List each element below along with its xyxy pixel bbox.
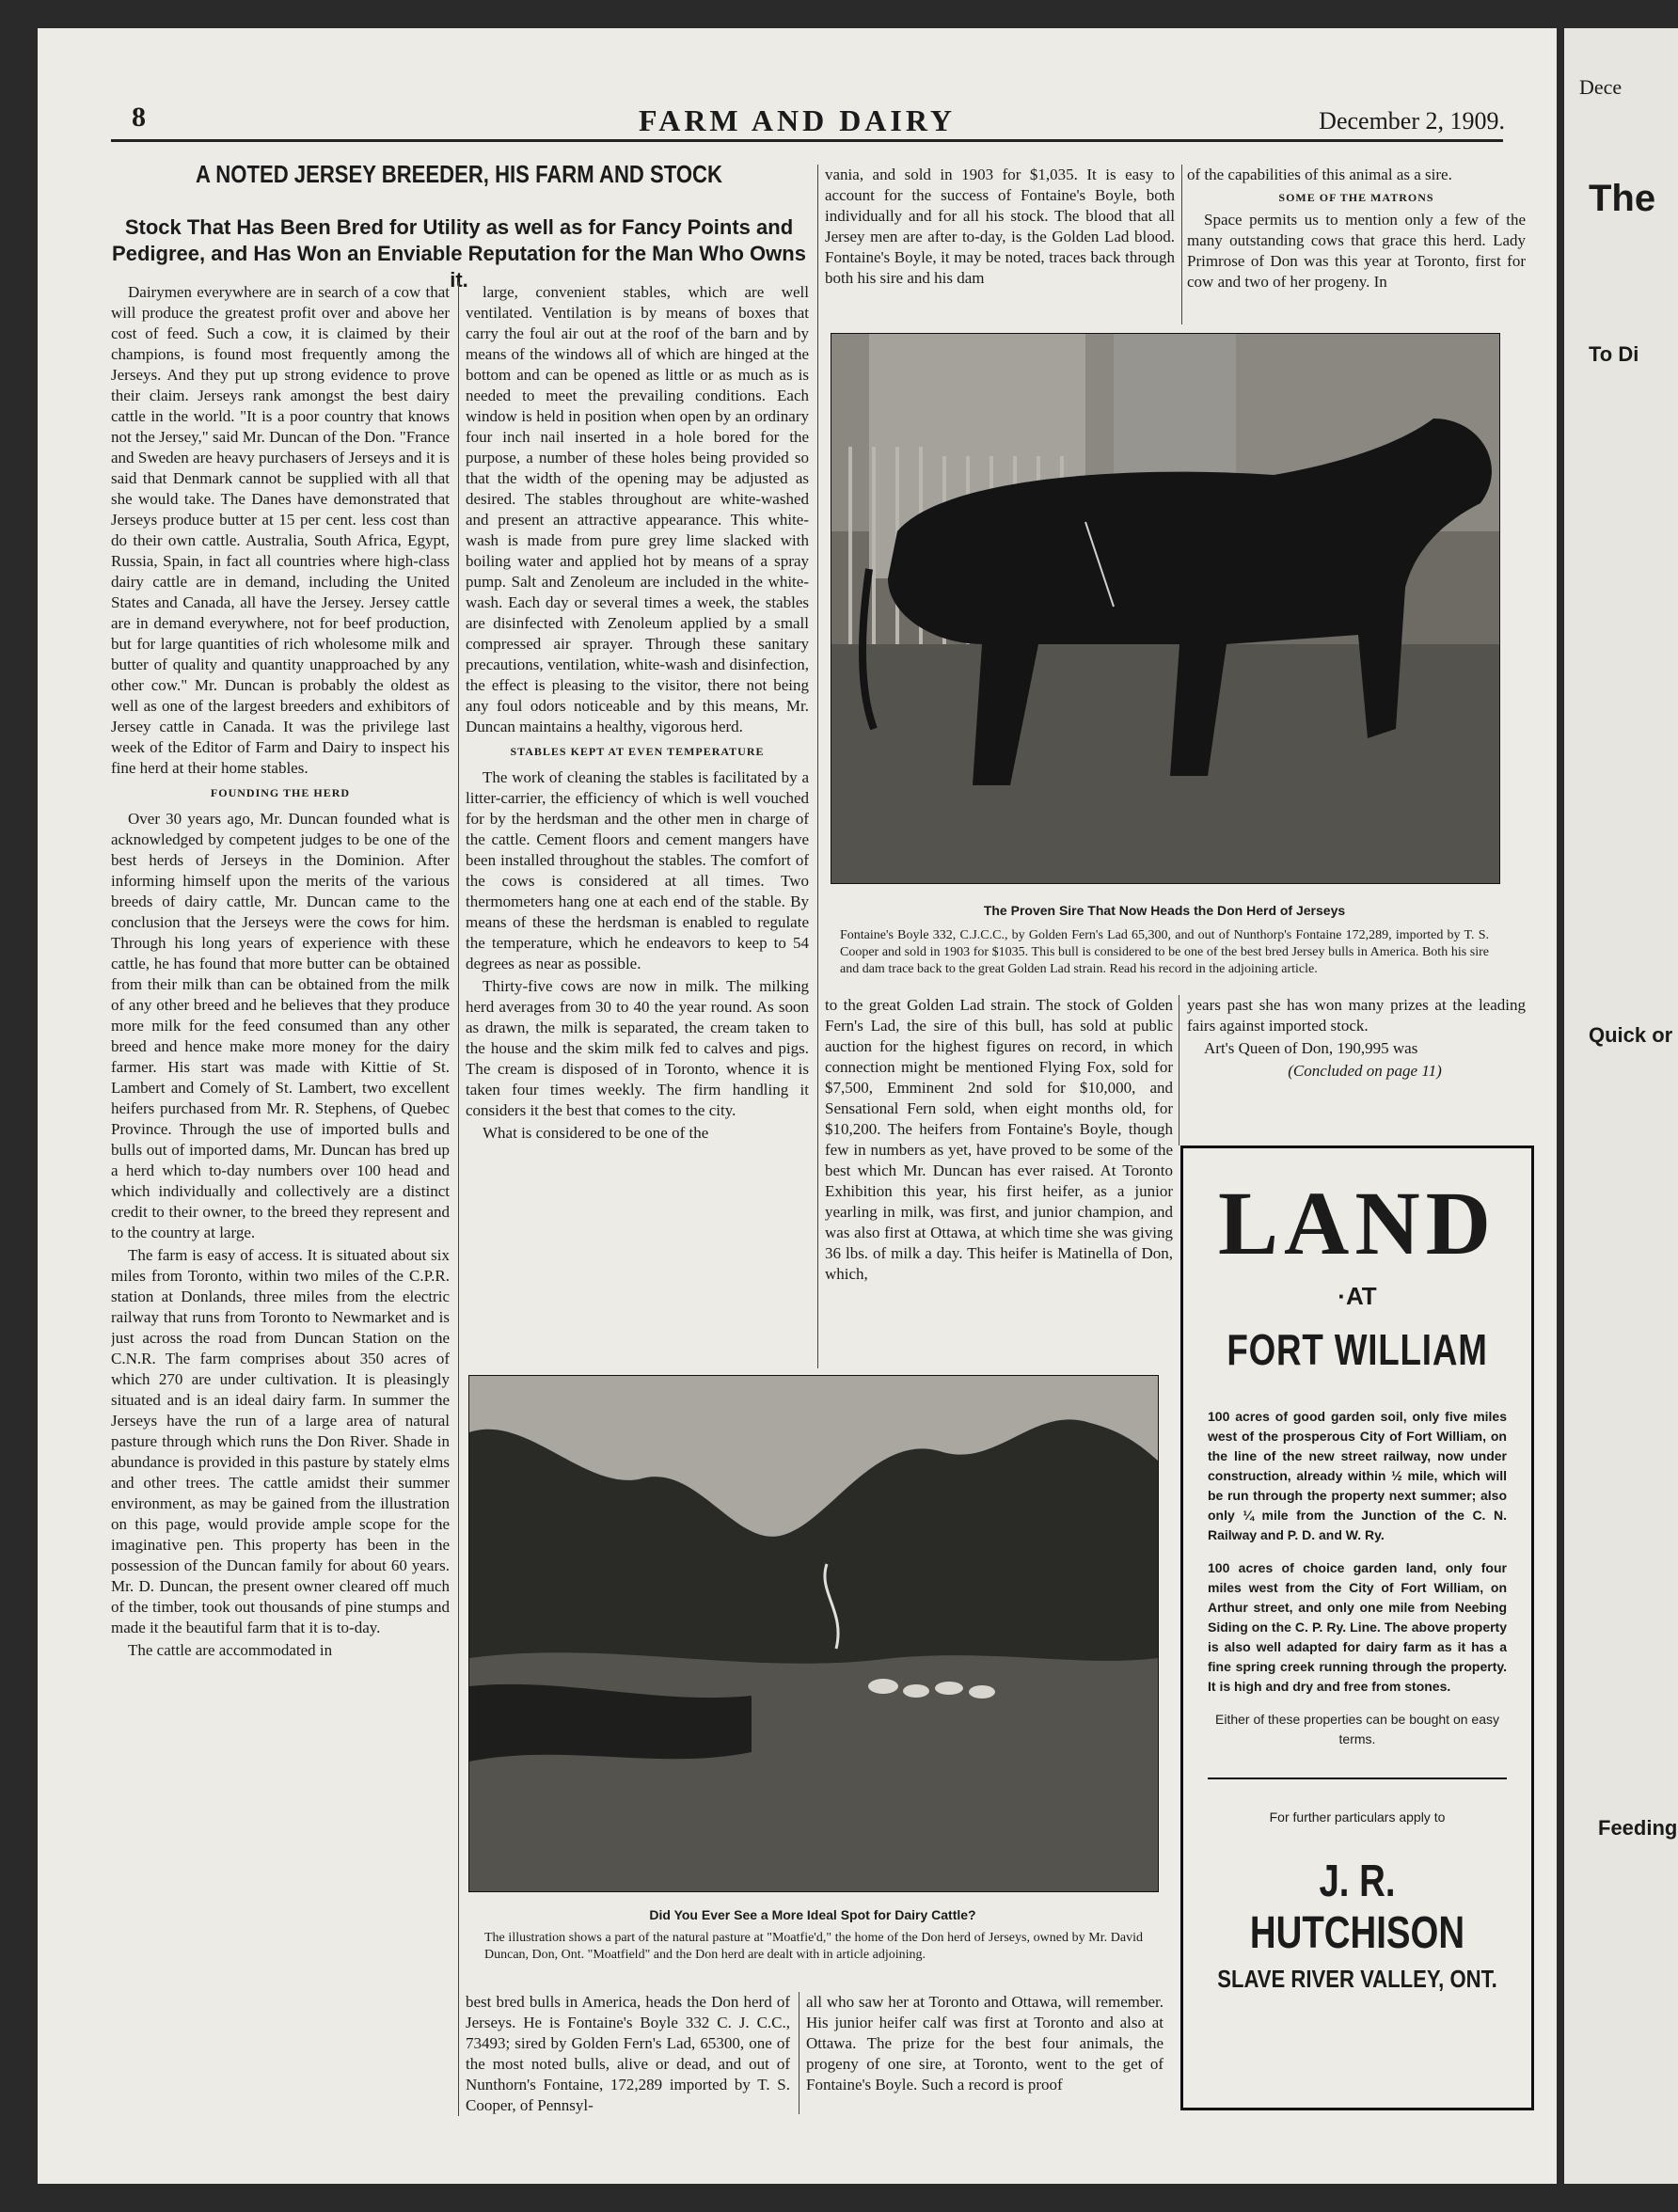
article-paragraph: of the capabilities of this animal as a sire. xyxy=(1187,166,1452,183)
article-paragraph: The farm is easy of access. It is situated about six miles from Toronto, within two miles of the C.P.R. station at Donlands, three miles from the electric railway that runs from Toronto to Newmarket and is just across the road from Duncan Station on the C.N.R. The farm comprises about 350 acres of which 270 are under cultivation. It is pleasingly situated and is an ideal dairy farm. In summer the Jerseys have the run of a large area of natural pasture through which runs the Don River. Shade in abundance is provided in this pasture by stately elms and other trees. The cattle amidst their summer environment, as may be gained from the illustration on this page, would provide ample scope for the imaginative pen. This property has been in the possession of the Duncan family for about 60 years. Mr. D. Duncan, the present owner cleared off much of the timber, took out thousands of pine stumps and made it the beautiful farm that it is to-day. xyxy=(111,1246,450,1636)
article-column-4-mid xyxy=(1187,995,1526,1136)
ad-paragraph: 100 acres of good garden soil, only five miles west of the prosperous City of Fort William, on the line of the new street railway, now under construction, already within ½ mile, which will be run through the property next summer; also only ¼ mile from the Junction of the C. N. Railway and P. D. and W. Ry. xyxy=(1208,1409,1507,1542)
ad-place: FORT WILLIAM xyxy=(1227,1325,1488,1374)
ad-paragraph: 100 acres of choice garden land, only four miles west from the City of Fort William, on Arthur street, and only one mile from Neebing Siding on the C. P. Ry. Line. The above property is also well adapted for dairy farm as it has a fine spring creek running through the property. It is high and dry and free from stones. xyxy=(1208,1560,1507,1694)
article-paragraph: What is considered to be one of the xyxy=(483,1124,709,1142)
next-page-heading: To Di xyxy=(1589,342,1639,366)
next-page-heading: Quick or xyxy=(1589,1023,1673,1047)
section-heading: FOUNDING THE HERD xyxy=(210,786,351,799)
article-paragraph: vania, and sold in 1903 for $1,035. It is easy to account for the success of Fontaine's Boyle, both individually and for all his stock. The blood that all Jersey men are after to-day, is the Golden Lad blood. Fontaine's Boyle, it may be noted, traces back through both his sire and his dam xyxy=(825,166,1175,287)
ad-apply: For further particulars apply to xyxy=(1269,1809,1446,1825)
article-subhead: Stock That Has Been Bred for Utility as well as for Fancy Points and Pedigree, and Has Won an Enviable Reputation for the Man Who Owns it. xyxy=(112,215,806,292)
section-heading: STABLES KEPT AT EVEN TEMPERATURE xyxy=(510,745,765,758)
ad-at: ·AT xyxy=(1338,1282,1377,1310)
pasture-illustration xyxy=(469,1376,1158,1891)
article-paragraph: The work of cleaning the stables is facilitated by a litter-carrier, the efficiency of which is well vouched for by the herdsman and the other men in charge of the cattle. Cement floors and cement mangers have been installed throughout the stables. The comfort of the cows is considered at all times. Two thermometers hang one at each end of the stable. By means of these the herdsman is enabled to regulate the temperature, which he endeavors to keep to 54 degrees as near as possible. xyxy=(466,768,809,972)
article-paragraph: all who saw her at Toronto and Ottawa, will remember. His junior heifer calf was first at Toronto and also at Ottawa. The prize for the best four animals, the progeny of one sire, at Toronto, went to the get of Fontaine's Boyle. Such a record is proof xyxy=(806,1993,1164,2094)
bull-photo-caption: Fontaine's Boyle 332, C.J.C.C., by Golden Fern's Lad 65,300, and out of Nunthorp's Fontaine 172,289, imported by T. S. Cooper and sold in 1903 for $1035. This bull is considered to be one of the best bred Jersey bulls in America. Both his sire and dam trace back to the great Golden Lad strain. Read his record in the adjoining article. xyxy=(840,928,1489,976)
article-column-2 xyxy=(466,282,809,1368)
bull-photo-title: The Proven Sire That Now Heads the Don Herd of Jerseys xyxy=(983,903,1346,918)
section-heading: SOME OF THE MATRONS xyxy=(1278,191,1434,204)
ad-terms: Either of these properties can be bought on easy terms. xyxy=(1215,1712,1499,1746)
article-column-4-top xyxy=(1187,165,1526,324)
article-column-3-top xyxy=(825,165,1175,324)
column-divider xyxy=(1181,165,1182,324)
page-number: 8 xyxy=(132,102,146,133)
issue-date: December 2, 1909. xyxy=(1319,107,1505,134)
next-page-heading: Feeding xyxy=(1598,1816,1678,1840)
article-paragraph: Thirty-five cows are now in milk. The milking herd averages from 30 to 40 the year round. As soon as drawn, the milk is separated, the cream taken to the house and the skim milk fed to calves and pigs. The cream is disposed of in Toronto, whence it is taken four times weekly. The firm handling it considers it the best that comes to the city. xyxy=(466,977,809,1119)
pasture-photo-caption: The illustration shows a part of the natural pasture at "Moatfie'd," the home of the Don herd of Jerseys, owned by Mr. David Duncan, Don, Ont. "Moatfield" and the Don herd are dealt with in article adjoining. xyxy=(484,1931,1143,1962)
next-page-header: Dece xyxy=(1579,75,1623,99)
bull-photo xyxy=(831,333,1500,884)
article-paragraph: Space permits us to mention only a few of the many outstanding cows that grace this herd. Lady Primrose of Don was this year at Toronto, first for cow and two of her progeny. In xyxy=(1187,211,1526,291)
continuation-note: (Concluded on page 11) xyxy=(1288,1062,1442,1080)
article-column-1 xyxy=(111,282,450,2116)
article-column-3-bottom xyxy=(806,1992,1164,2114)
ad-advertiser-name: J. R. HUTCHISON xyxy=(1249,1856,1465,1958)
masthead: FARM AND DAIRY xyxy=(639,103,956,137)
column-divider xyxy=(817,165,818,1368)
article-column-3-mid xyxy=(825,995,1173,1362)
ad-divider xyxy=(1208,1778,1507,1779)
article-paragraph: The cattle are accommodated in xyxy=(128,1641,333,1659)
article-column-2-bottom xyxy=(466,1992,790,2114)
article-paragraph: Dairymen everywhere are in search of a cow that will produce the greatest profit over and above her cost of feed. Such a cow, it is claimed by their champions, is found most frequently among the Jerseys. And they put up strong evidence to prove their claim. Jerseys rank amongst the best dairy cattle in the world. "It is a poor country that knows not the Jersey," said Mr. Duncan of the Don. "France and Sweden are heavy purchasers of Jerseys and it is said that Denmark cannot be supplied with all that she would take. The Danes have demonstrated that Jerseys produce butter at 15 per cent. less cost than do their own cattle. Australia, South Africa, Egypt, Russia, Spain, in fact all countries where high-class dairy cattle are in demand, including the United States and Canada, all have the Jersey. Jersey cattle are in demand everywhere, not for beef production, but for large quantities of rich wholesome milk and butter of quality and quantity unapproached by any other cow." Mr. Duncan is probably the oldest as well as one of the largest breeders and exhibitors of Jersey cattle in Canada. It was the privilege last week of the Editor of Farm and Dairy to inspect his fine herd at their home stables. xyxy=(111,283,450,777)
pasture-photo xyxy=(468,1375,1159,1892)
column-divider xyxy=(458,282,459,2116)
article-paragraph: years past she has won many prizes at the leading fairs against imported stock. xyxy=(1187,996,1526,1035)
ad-title: LAND xyxy=(1217,1173,1496,1273)
article-paragraph: Art's Queen of Don, 190,995 was xyxy=(1204,1039,1418,1057)
header-rule xyxy=(111,139,1503,142)
article-paragraph: to the great Golden Lad strain. The stock of Golden Fern's Lad, the sire of this bull, has sold at public auction for the highest figures on record, in which connection might be mentioned Flying Fox, sold for $7,500, Emminent 2nd sold for $10,000, and Sensational Fern sold, when eight months old, for $10,200. The heifers from Fontaine's Boyle, though few in numbers as yet, have proved to be some of the best which Mr. Duncan has ever raised. At Toronto Exhibition this year, his first heifer, as a junior yearling in milk, was first, and junior champion, and was also first at Ottawa, at which time she was giving 36 lbs. of milk a day. This heifer is Matinella of Don, which, xyxy=(825,996,1173,1283)
article-paragraph: Over 30 years ago, Mr. Duncan founded what is acknowledged by competent judges to be one of the best herds of Jerseys in the Dominion. After informing himself upon the merits of the various breeds of dairy cattle, Mr. Duncan came to the conclusion that the Jerseys were the cows for him. Through his long years of experience with these cattle, he has found that more butter can be obtained from their milk than can be obtained from the milk of any other breed and he believes that they produce more milk for the feed consumed than any other breed and hence make more money for the dairy farmer. His start was made with Kittie of St. Lambert and Comely of St. Lambert, two excellent heifers purchased from Mr. R. Stephens, of Quebec Province. Through the use of imported bulls and bulls out of imported dams, Mr. Duncan has bred up a herd which to-day numbers over 100 head and which individually and collectively are a distinct credit to their owner, to the breed they represent and to the country at large. xyxy=(111,810,450,1241)
page-header xyxy=(38,102,1557,139)
ad-advertiser-address: SLAVE RIVER VALLEY, ONT. xyxy=(1217,1965,1497,1993)
adjacent-page-fragment xyxy=(1564,28,1678,2184)
land-advertisement xyxy=(1180,1146,1534,2110)
article-paragraph: best bred bulls in America, heads the Don herd of Jerseys. He is Fontaine's Boyle 332 C. J. C.C., 73493; sired by Golden Fern's Lad, 65300, one of the most noted bulls, alive or dead, and out of Nunthorn's Fontaine, 172,289 imported by T. S. Cooper, of Pennsyl- xyxy=(466,1993,790,2114)
next-page-heading: The xyxy=(1589,178,1656,219)
pasture-photo-title: Did You Ever See a More Ideal Spot for Dairy Cattle? xyxy=(649,1907,976,1922)
bull-illustration xyxy=(831,334,1499,883)
article-paragraph: large, convenient stables, which are well ventilated. Ventilation is by means of boxes that carry the foul air out at the roof of the barn and by means of the windows all of which are hinged at the bottom and can be opened as little or as much as is needed to meet the prevailing conditions. Each window is held in position when open by an ordinary four inch nail inserted in a hole bored for the purpose, a number of these holes being provided so that the width of the opening may be adjusted as desired. The stables throughout are white-washed and present an attractive appearance. This white-wash is made from pure grey lime slacked with boiling water and applied hot by means of a spray pump. Salt and Zenoleum are included in the white-wash. Each day or several times a week, the stables are disinfected with Zenoleum applied by a small compressed air sprayer. Through these sanitary precautions, ventilation, white-wash and disinfection, the effect is pleasing to the visitor, there not being any foul odors noticeable and by this means, Mr. Duncan maintains a healthy, vigorous herd. xyxy=(466,283,809,735)
article-headline: A NOTED JERSEY BREEDER, HIS FARM AND STOCK xyxy=(196,160,722,188)
